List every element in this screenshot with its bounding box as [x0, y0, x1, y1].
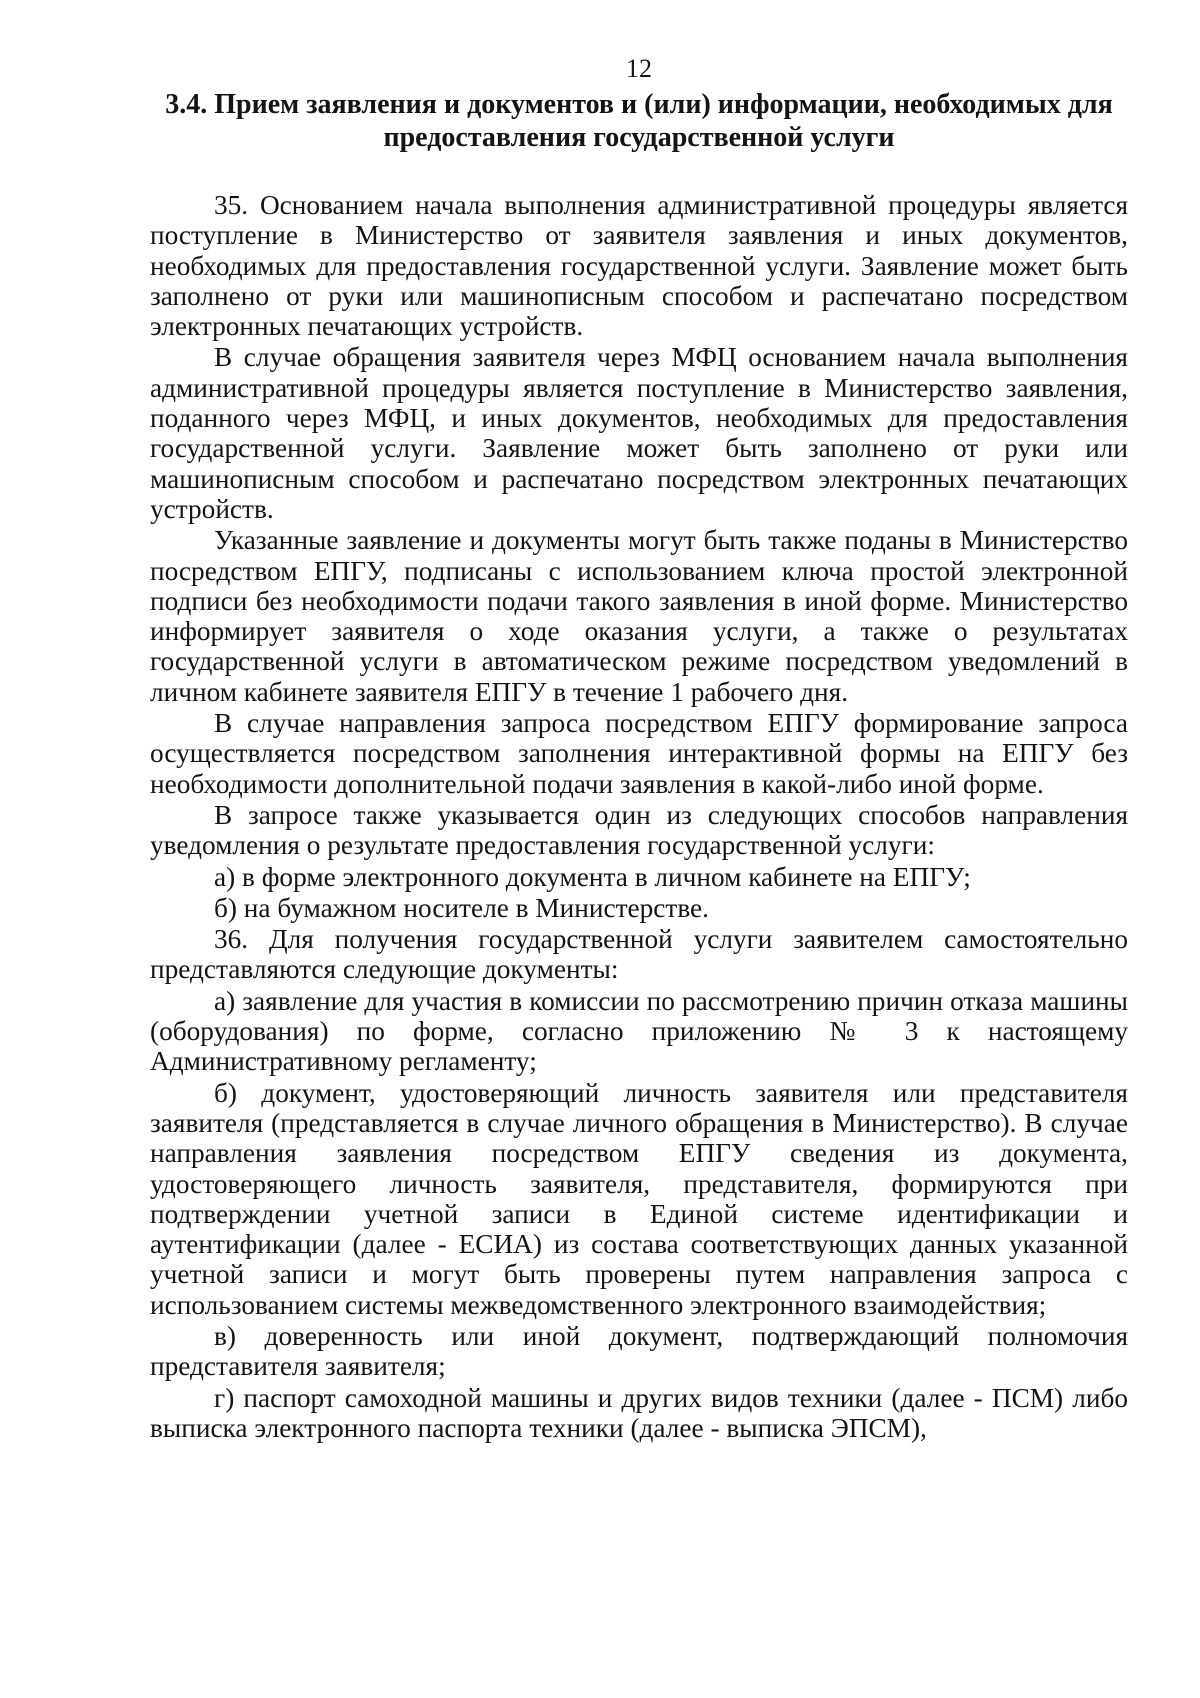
paragraph-36-documents: 36. Для получения государственной услуги заявителем самостоятельно представляются следующие документы: [150, 924, 1128, 985]
paragraph-notification-methods: В запросе также указывается один из следующих способов направления уведомления о результате предоставления государственной услуги: [150, 799, 1128, 861]
body-text [150, 190, 1128, 1443]
paragraph-epgu-submission: Указанные заявление и документы могут быть также поданы в Министерство посредством ЕПГУ, подписаны с использованием ключа простой электронной подписи без необходимости подачи такого заявления в иной форме. Министерство информирует заявителя о ходе оказания услуги, а также о результатах государственной услуги в автоматическом режиме посредством уведомлений в личном кабинете заявителя ЕПГУ в течение 1 рабочего дня. [150, 525, 1128, 707]
paragraph-35-basis: 35. Основанием начала выполнения административной процедуры является поступление в Министерство от заявителя заявления и иных документов, необходимых для предоставления государственной услуги. Заявление может быть заполнено от руки или машинописным способом и распечатано посредством электронных печатающих устройств. [150, 190, 1128, 342]
list-item-electronic: а) в форме электронного документа в личном кабинете на ЕПГУ; [214, 861, 971, 892]
list-item-application: а) заявление для участия в комиссии по рассмотрению причин отказа машины (оборудования) по форме, согласно приложению № 3 к настоящему Административному регламенту; [150, 985, 1128, 1077]
list-item-power-of-attorney: в) доверенность или иной документ, подтверждающий полномочия представителя заявителя; [150, 1320, 1128, 1382]
list-item-identity-document: б) документ, удостоверяющий личность заявителя или представителя заявителя (представляется в случае личного обращения в Министерство). В случае направления заявления посредством ЕПГУ сведения из документа, удостоверяющего личность заявителя, представителя, формируются при подтверждении учетной записи в Единой системе идентификации и аутентификации (далее - ЕСИА) из состава соответствующих данных указанной учетной записи и могут быть проверены путем направления запроса с использованием системы межведомственного электронного взаимодействия; [150, 1077, 1128, 1320]
list-item-vehicle-passport: г) паспорт самоходной машины и других видов техники (далее - ПСМ) либо выписка электронного паспорта техники (далее - выписка ЭПСМ), [150, 1382, 1128, 1443]
section-title: 3.4. Прием заявления и документов и (или) информации, необходимых для предоставления государственной услуги [165, 89, 1113, 153]
paragraph-epgu-request: В случае направления запроса посредством ЕПГУ формирование запроса осуществляется посредством заполнения интерактивной формы на ЕПГУ без необходимости дополнительной подачи заявления в какой-либо иной форме. [150, 708, 1128, 799]
paragraph-mfc-case: В случае обращения заявителя через МФЦ основанием начала выполнения административной процедуры является поступление в Министерство заявления, поданного через МФЦ, и иных документов, необходимых для предоставления государственной услуги. Заявление может быть заполнено от руки или машинописным способом и распечатано посредством электронных печатающих устройств. [150, 342, 1128, 524]
page-number: 12 [626, 54, 652, 83]
list-item-paper: б) на бумажном носителе в Министерстве. [214, 892, 709, 923]
